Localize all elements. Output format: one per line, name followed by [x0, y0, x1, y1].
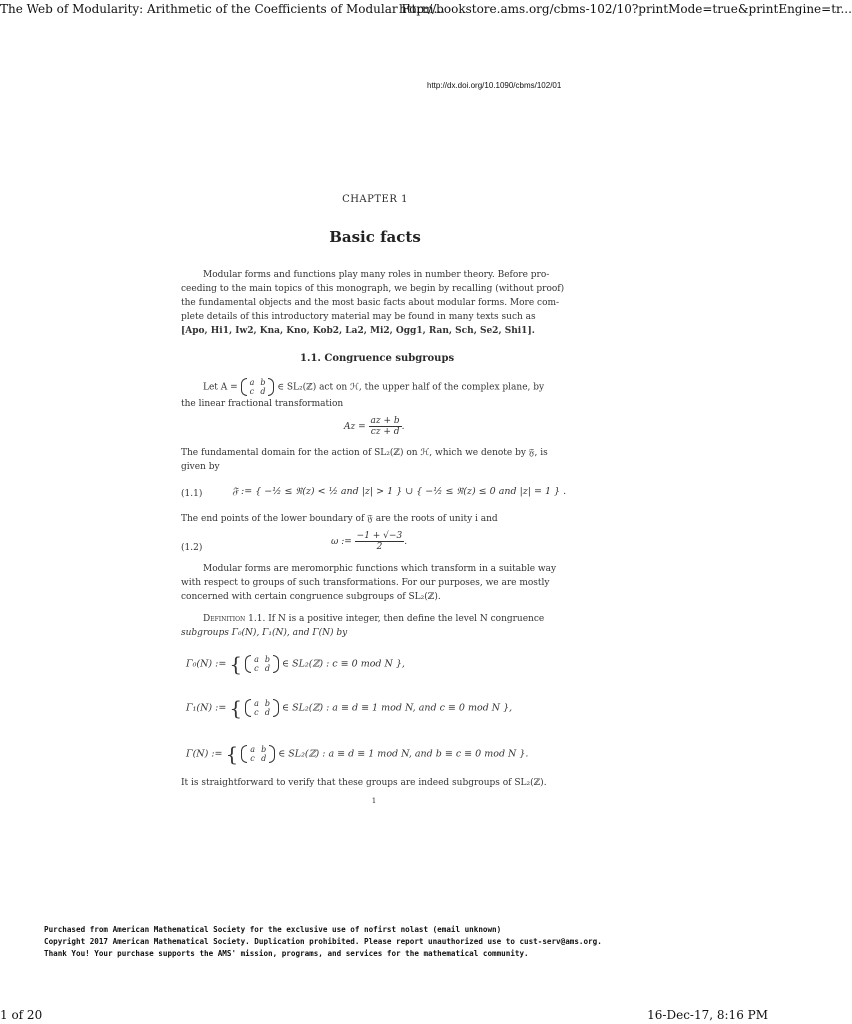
eq-1-2: ω := $\frac{-1 + √-3}{2}$ .: [331, 531, 408, 552]
gamma-matrix: a b c d: [241, 745, 275, 763]
definition-line-2: subgroups Γ₀(N), Γ₁(N), and Γ(N) by: [181, 628, 348, 638]
az-denominator: cz + d: [370, 427, 400, 437]
let-rest-text: ∈ SL₂(ℤ) act on ℋ, the upper half of the complex plane, by: [277, 382, 545, 393]
chapter-title: Basic facts: [329, 228, 421, 246]
print-datetime: 16-Dec-17, 8:16 PM: [647, 1008, 768, 1022]
purchase-line-1: Purchased from American Mathematical Society for the exclusive use of nofirst nolast (email unknown): [44, 925, 502, 934]
matrix-a: a b c d: [241, 378, 275, 396]
az-fraction: [369, 416, 402, 437]
gamma0-rhs: ∈ SL₂(ℤ) : c ≡ 0 mod N },: [282, 658, 405, 670]
gamma-rhs: ∈ SL₂(ℤ) : a ≡ d ≡ 1 mod N, and b ≡ c ≡ 0 mod N }.: [278, 748, 529, 760]
endpoints-line: The end points of the lower boundary of 𝔉 are the roots of unity i and: [181, 514, 498, 524]
chapter-label: CHAPTER 1: [342, 194, 408, 205]
let-a-text: Let A =: [203, 382, 238, 393]
purchase-line-3: Thank You! Your purchase supports the AMS' mission, programs, and services for the mathematical community.: [44, 949, 529, 958]
az-numerator: az + b: [370, 416, 400, 426]
eq-1-1: 𝔉 := { −½ ≤ ℜ(z) < ½ and |z| > 1 } ∪ { −½ ≤ ℜ(z) ≤ 0 and |z| = 1 } .: [232, 486, 567, 497]
eq-1-1-label: (1.1): [181, 489, 203, 499]
gamma1-rhs: ∈ SL₂(ℤ) : a ≡ d ≡ 1 mod N, and c ≡ 0 mod N },: [282, 702, 513, 714]
section-heading: 1.1. Congruence subgroups: [300, 353, 455, 364]
intro-line-2: ceeding to the main topics of this monograph, we begin by recalling (without proof): [181, 284, 565, 294]
merom-line-3: concerned with certain congruence subgroups of SL₂(ℤ).: [181, 592, 441, 602]
definition-text-1: If N is a positive integer, then define the level N congruence: [268, 614, 545, 624]
linear-line: the linear fractional transformation: [181, 399, 344, 409]
fund-line-2: given by: [181, 462, 220, 472]
gamma-lhs: Γ(N) :=: [186, 748, 223, 760]
reference-list: [Apo, Hi1, Iw2, Kna, Kno, Kob2, La2, Mi2, Ogg1, Ran, Sch, Se2, Shi1].: [181, 326, 535, 336]
straightforward-line: It is straightforward to verify that these groups are indeed subgroups of SL₂(ℤ).: [181, 778, 547, 788]
gamma0-lhs: Γ₀(N) :=: [186, 658, 227, 670]
intro-line-3: the fundamental objects and the most basic facts about modular forms. More com-: [181, 298, 560, 308]
intro-line-4: plete details of this introductory material may be found in many texts such as: [181, 312, 536, 322]
gamma1-matrix: a b c d: [245, 699, 279, 717]
eq-1-2-label: (1.2): [181, 543, 203, 553]
gamma-definition: Γ(N) := { a b c d ∈ SL₂(ℤ) : a ≡ d ≡ 1 mod N, and b ≡ c ≡ 0 mod N }.: [186, 742, 529, 766]
gamma1-definition: Γ₁(N) := { a b c d ∈ SL₂(ℤ) : a ≡ d ≡ 1 mod N, and c ≡ 0 mod N },: [186, 696, 513, 720]
definition-heading: Definition 1.1.: [203, 614, 266, 624]
let-line: [203, 378, 544, 396]
definition-line-1: [203, 613, 544, 627]
omega-fraction: [355, 531, 405, 552]
az-equation: Az = $\frac{az + b}{cz + d}$ .: [344, 416, 405, 437]
gamma1-lhs: Γ₁(N) :=: [186, 702, 227, 714]
print-page-count: 1 of 20: [0, 1008, 43, 1022]
fund-line-1: The fundamental domain for the action of SL₂(ℤ) on ℋ, which we denote by 𝔉, is: [181, 448, 548, 458]
omega-numerator: −1 + √−3: [356, 531, 403, 541]
merom-line-1: Modular forms are meromorphic functions which transform in a suitable way: [203, 564, 557, 574]
purchase-line-2: Copyright 2017 American Mathematical Society. Duplication prohibited. Please report unauthorized use to cust-serv@ams.org.: [44, 937, 602, 946]
print-page-url: http://bookstore.ams.org/cbms-102/10?printMode=true&printEngine=tr...: [399, 2, 852, 16]
doi-link[interactable]: http://dx.doi.org/10.1090/cbms/102/01: [427, 81, 562, 90]
merom-line-2: with respect to groups of such transformations. For our purposes, we are mostly: [181, 578, 550, 588]
omega-lhs: ω :=: [331, 537, 352, 547]
gamma0-definition: Γ₀(N) := { a b c d ∈ SL₂(ℤ) : c ≡ 0 mod N },: [186, 652, 405, 676]
intro-line-1: Modular forms and functions play many roles in number theory. Before pro-: [203, 270, 550, 280]
page-number: 1: [371, 797, 377, 805]
print-page-title: The Web of Modularity: Arithmetic of the Coefficients of Modular Form...: [0, 2, 445, 16]
gamma0-matrix: a b c d: [245, 655, 279, 673]
omega-denominator: 2: [376, 542, 383, 552]
az-lhs: Az =: [344, 422, 366, 432]
